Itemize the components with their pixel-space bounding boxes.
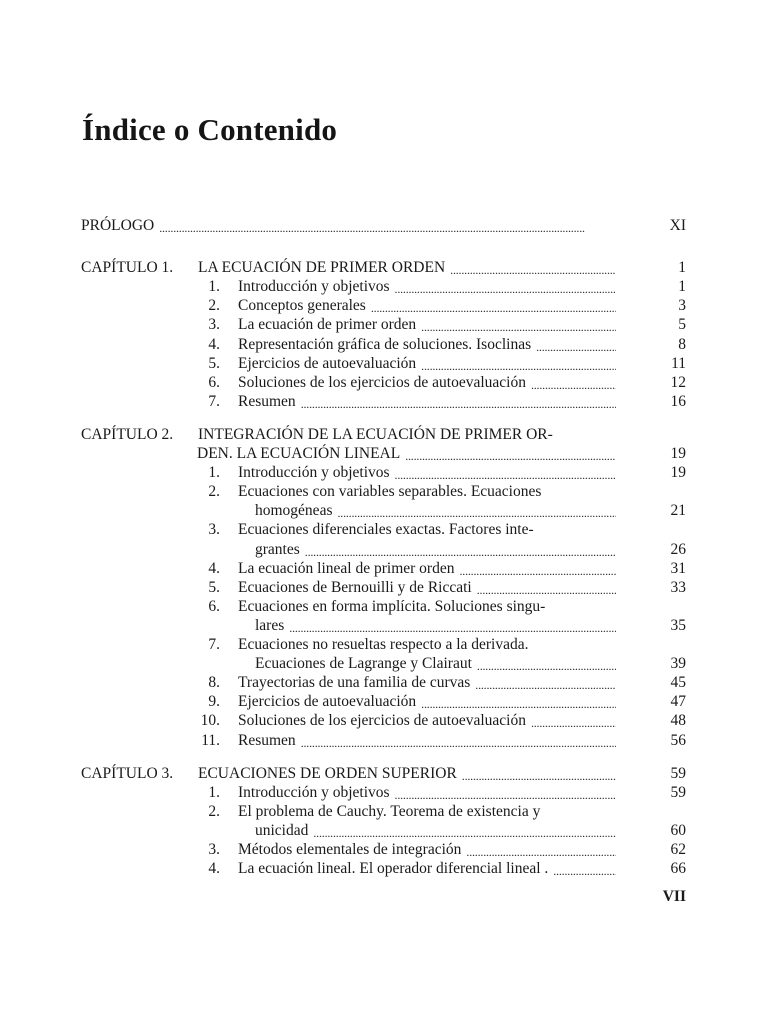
leader-dots [450,261,616,277]
toc-item-number: 6. [208,597,220,615]
page-title: Índice o Contenido [82,112,338,147]
toc-item-title: La ecuación de primer orden [238,316,417,334]
chapter-label: CAPÍTULO 1. [81,259,174,277]
toc-page-number: 12 [670,373,686,391]
toc-item-number: 7. [208,636,220,653]
toc-item-number: 1. [208,464,220,482]
toc-item-number: 3. [208,316,220,334]
toc-item-title: Introducción y objetivos [238,464,390,482]
leader-dots [337,504,616,520]
toc-item-title: lares [255,616,285,634]
toc-item-title: Trayectorias de una familia de curvas [238,674,471,692]
toc-item-number: 2. [208,802,220,820]
chapter-label: CAPÍTULO 2. [81,425,174,443]
leader-dots [405,447,616,463]
toc-page-number: 19 [670,464,686,482]
toc-item-title: Ecuaciones de Lagrange y Clairaut [255,655,472,673]
leader-dots [301,395,616,411]
leader-dots [462,767,616,783]
leader-dots [313,824,616,840]
leader-dots [536,338,616,354]
toc-item-title: Ejercicios de autoevaluación [238,693,417,711]
leader-dots [395,280,616,296]
toc-page-number: 35 [670,616,686,634]
toc-item-title: La ecuación lineal de primer orden [238,559,455,577]
toc-item-number: 5. [208,354,220,372]
leader-dots [553,862,616,878]
toc-item-title: Ecuaciones de Bernouilli y de Riccati [238,578,472,596]
leader-dots [395,786,616,802]
toc-page-number: 47 [670,693,686,711]
leader-dots [301,734,616,750]
toc-page-number: 60 [670,821,686,839]
leader-dots [371,299,616,315]
toc-page-number: 19 [670,445,686,462]
leader-dots [421,695,616,711]
toc-page-number: 66 [670,860,686,878]
toc-page-number: 39 [670,655,686,673]
toc-page-number: 16 [670,392,686,410]
toc-item-number: 4. [208,860,220,878]
toc-item-title: Ecuaciones con variables separables. Ecuaciones [238,483,542,501]
leader-dots [477,657,616,673]
leader-dots [421,318,616,334]
toc-item-title: unicidad [255,821,309,839]
toc-item-number: 4. [208,559,220,577]
toc-item-number: 8. [208,674,220,692]
leader-dots [459,562,616,578]
toc-item-number: 7. [208,392,220,410]
leader-dots [395,466,616,482]
leader-dots [159,219,616,235]
chapter-title: LA ECUACIÓN DE PRIMER ORDEN [198,259,446,277]
toc-item-number: 3. [208,521,220,539]
toc-item-title: Métodos elementales de integración [238,841,462,858]
chapter-label: CAPÍTULO 3. [81,764,174,782]
leader-dots [475,676,616,692]
toc-item-number: 2. [208,297,220,315]
toc-item-number: 2. [208,483,220,501]
toc-item-title: Soluciones de los ejercicios de autoevaluación [238,373,526,391]
toc-item-title: Ecuaciones en forma implícita. Soluciones singu- [238,597,546,615]
toc-item-title: Representación gráfica de soluciones. Isoclinas [238,335,532,353]
leader-dots [477,581,616,597]
toc-page-number: 5 [678,316,686,334]
toc-item-title: Introducción y objetivos [238,783,390,801]
toc-page-number: 62 [670,841,686,858]
toc-page-number: 26 [670,540,686,558]
toc-item-title: Resumen [238,392,296,410]
toc-page-number: 1 [678,259,686,277]
toc-item-title: Resumen [238,731,296,749]
toc-item-number: 5. [208,578,220,596]
toc-page-number: 33 [670,578,686,596]
toc-item-title: Conceptos generales [238,297,366,315]
toc-page-number: 11 [671,354,686,372]
toc-item-number: 1. [208,278,220,296]
toc-item-title: El problema de Cauchy. Teorema de existencia y [238,802,541,820]
leader-dots [305,543,616,559]
toc-page-number: 31 [670,559,686,577]
toc-item-number: 4. [208,335,220,353]
chapter-title: INTEGRACIÓN DE LA ECUACIÓN DE PRIMER OR- [198,425,553,443]
toc-item-title: Ecuaciones no resueltas respecto a la derivada. [238,636,529,653]
toc-item-number: 9. [208,693,220,711]
toc-item-number: 3. [208,841,220,858]
chapter-title: DEN. LA ECUACIÓN LINEAL [197,445,401,462]
chapter-title: ECUACIONES DE ORDEN SUPERIOR [198,764,457,782]
toc-page-number: 48 [670,712,686,730]
toc-page-number: 1 [678,278,686,296]
leader-dots [531,714,616,730]
toc-item-title: Introducción y objetivos [238,278,390,296]
toc-page-number: 45 [670,674,686,692]
toc-page-number: 3 [678,297,686,315]
toc-item-title: Soluciones de los ejercicios de autoevaluación [238,712,526,730]
toc-item-number: 10. [200,712,220,730]
toc-item-title: Ejercicios de autoevaluación [238,354,417,372]
toc-item-number: 1. [208,783,220,801]
page-number-folio: VII [662,888,686,905]
toc-page-number: XI [669,217,686,234]
toc-item-number: 11. [201,731,220,749]
leader-dots [421,357,616,373]
toc-page-number: 8 [678,335,686,353]
toc-page-number: 59 [670,783,686,801]
toc-page-number: 21 [670,502,686,520]
toc-item-title: Ecuaciones diferenciales exactas. Factores inte- [238,521,534,539]
leader-dots [466,843,616,859]
toc-page-number: 59 [670,764,686,782]
toc-item-title: grantes [255,540,300,558]
toc-item-number: 6. [208,373,220,391]
toc-item-title: La ecuación lineal. El operador diferencial lineal . [238,860,549,878]
toc-entry-prologue: PRÓLOGO [81,217,155,234]
toc-page-number: 56 [670,731,686,749]
toc-item-title: homogéneas [255,502,333,520]
leader-dots [531,376,616,392]
leader-dots [289,619,616,635]
